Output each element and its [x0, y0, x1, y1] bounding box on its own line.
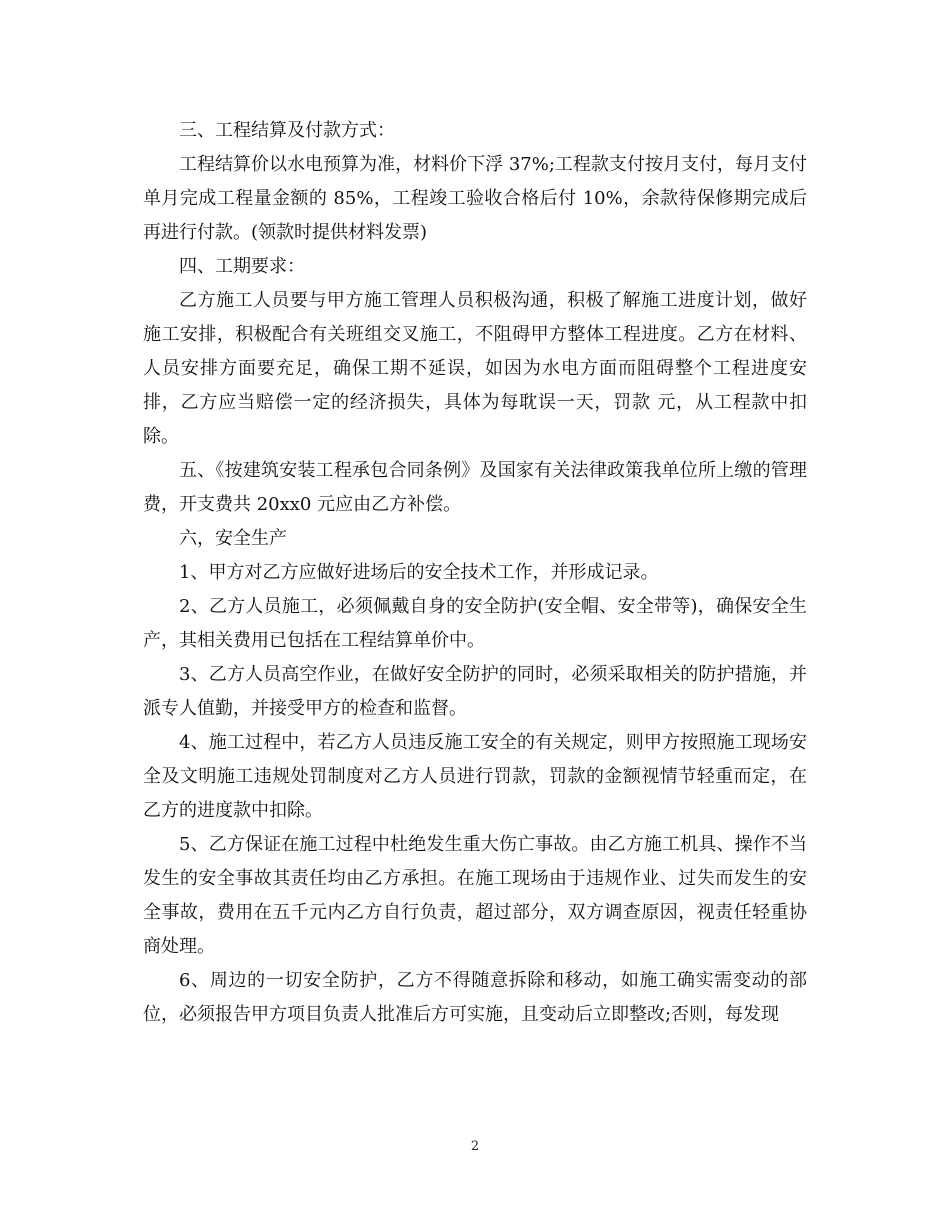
safety-item-6: 6、周边的一切安全防护，乙方不得随意拆除和移动，如施工确实需变动的部位，必须报告甲方项目负责人批准后方可实施，且变动后立即整改;否则，每发现	[143, 970, 807, 1025]
section-heading-safety: 六，安全生产	[179, 528, 287, 549]
safety-item-4: 4、施工过程中，若乙方人员违反施工安全的有关规定，则甲方按照施工现场安全及文明施工违规处罚制度对乙方人员进行罚款，罚款的金额视情节轻重而定，在乙方的进度款中扣除。	[143, 732, 807, 821]
paragraph-schedule-terms: 乙方施工人员要与甲方施工管理人员积极沟通，积极了解施工进度计划，做好施工安排，积极配合有关班组交叉施工，不阻碍甲方整体工程进度。乙方在材料、人员安排方面要充足，确保工期不延误，如因为水电方面而阻碍整个工程进度安排，乙方应当赔偿一定的经济损失，具体为每耽误一天，罚款 元，从工程款中扣除。	[143, 290, 807, 447]
safety-item-2: 2、乙方人员施工，必须佩戴自身的安全防护(安全帽、安全带等)，确保安全生产，其相关费用已包括在工程结算单价中。	[143, 596, 807, 651]
paragraph-settlement-terms: 工程结算价以水电预算为准，材料价下浮 37%;工程款支付按月支付，每月支付单月完成工程量金额的 85%，工程竣工验收合格后付 10%，余款待保修期完成后再进行付款。(领款时提供材料发票)	[143, 154, 807, 243]
safety-item-5: 5、乙方保证在施工过程中杜绝发生重大伤亡事故。由乙方施工机具、操作不当发生的安全事故其责任均由乙方承担。在施工现场由于违规作业、过失而发生的安全事故，费用在五千元内乙方自行负责，超过部分，双方调查原因，视责任轻重协商处理。	[143, 834, 807, 957]
section-heading-schedule: 四、工期要求：	[179, 256, 305, 277]
section-heading-settlement: 三、工程结算及付款方式：	[179, 120, 395, 141]
paragraph-management-fee: 五、《按建筑安装工程承包合同条例》及国家有关法律政策我单位所上缴的管理费，开支费共 20xx0 元应由乙方补偿。	[143, 460, 807, 515]
page-number: 2	[470, 1139, 480, 1154]
safety-item-1: 1、甲方对乙方应做好进场后的安全技术工作，并形成记录。	[179, 562, 659, 583]
safety-item-3: 3、乙方人员高空作业，在做好安全防护的同时，必须采取相关的防护措施，并派专人值勤，并接受甲方的检查和监督。	[143, 664, 807, 719]
document-body	[143, 114, 807, 1032]
